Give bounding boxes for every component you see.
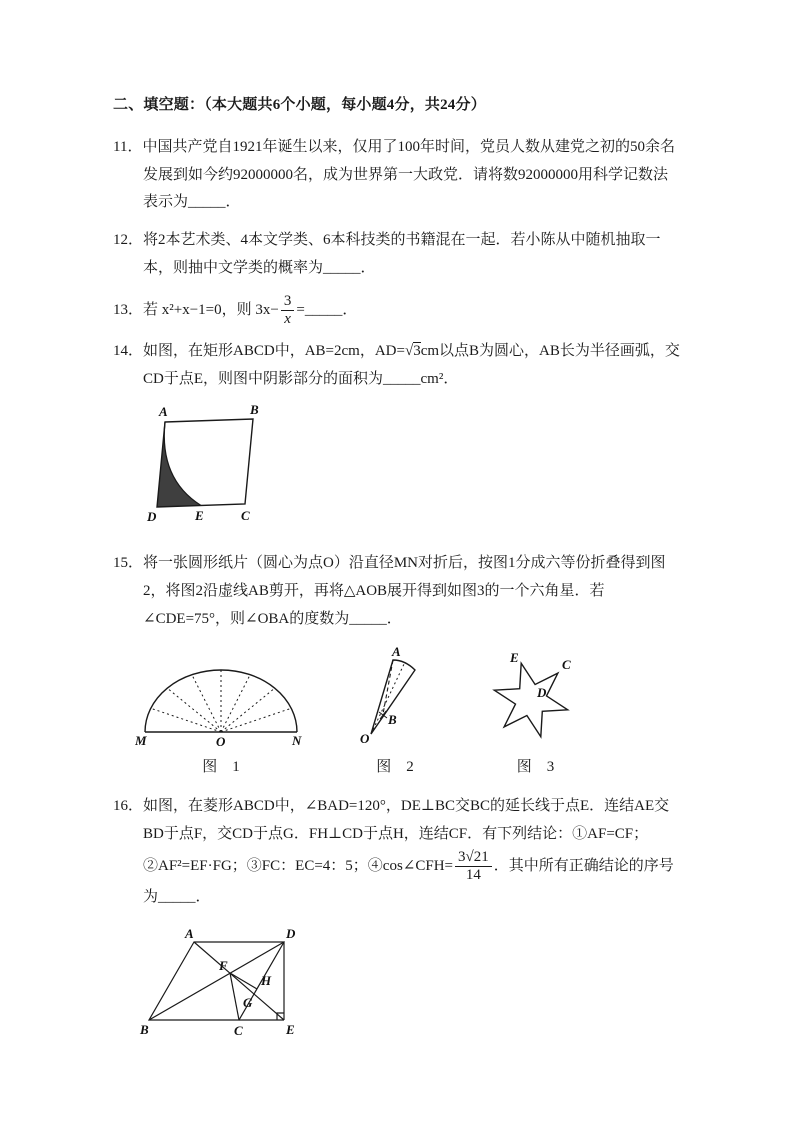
label-D: D (286, 926, 296, 941)
radical-sign: √ (404, 343, 414, 359)
question-16-number: 16． (113, 798, 144, 815)
question-14 (113, 338, 682, 394)
label-D: D (537, 684, 547, 700)
question-11-text: 中国共产党自1921年诞生以来，仅用了100年时间，党员人数从建党之初的50余名发展到如今约92000000名，成为世界第一大政党．请将数92000000用科学记数法表示为_____． (142, 138, 675, 211)
label-M: M (135, 732, 147, 748)
label-C: C (234, 1023, 243, 1038)
question-13-tail: =_____． (296, 301, 358, 318)
numerator-coefficient: 3 (457, 848, 466, 865)
question-12-text: 将2本艺术类、4本文学类、6本科技类的书籍混在一起．若小陈从中随机抽取一本，则抽中文学类的概率为_____． (143, 232, 661, 276)
question-16 (113, 793, 682, 912)
label-O: O (216, 733, 226, 748)
folded-sector-figure (359, 644, 431, 748)
segment-FH (230, 973, 257, 989)
figure-15-2 (359, 644, 431, 782)
label-A: A (159, 403, 168, 419)
question-15-text: 将一张圆形纸片（圆心为点O）沿直径MN对折后，按图1分成六等份折叠得到图2，将图2沿虚线AB剪开，再将△AOB展开得到如图3的一个六角星．若∠CDE=75°，则∠OBA的度数为_____． (143, 555, 666, 627)
fraction-denominator: x (284, 310, 291, 327)
figure-3-caption: 图 3 (516, 758, 555, 775)
label-G: G (243, 995, 253, 1010)
question-16-lead: 如图，在菱形ABCD中，∠BAD=120°，DE⊥BC交BC的延长线于点E．连结AE交BD于点F，交CD于点G．FH⊥CD于点H，连结CF．有下列结论：①AF=CF；②AF²=EF·FG；③FC：EC=4：5；④cos∠CFH= (143, 798, 670, 874)
label-E: E (195, 507, 204, 523)
semicircle-figure (135, 656, 307, 748)
figure-14-svg (143, 404, 288, 530)
star-outline (494, 663, 567, 736)
fraction-numerator: 3 (281, 293, 295, 311)
label-B: B (250, 403, 259, 417)
label-N: N (292, 732, 302, 748)
fraction-3root21-over-14 (455, 849, 492, 885)
label-F: F (219, 958, 228, 973)
label-B: B (388, 711, 397, 727)
question-14-number: 14． (113, 343, 144, 359)
section-header: 二、填空题：（本大题共6个小题，每小题4分，共24分） (113, 97, 486, 113)
label-C: C (562, 656, 571, 672)
dotted-fold-lines (151, 670, 291, 732)
question-14-tail: cm以点B为圆心，AB长为半径画弧，交CD于点E，则图中阴影部分的面积为_____cm²． (143, 343, 680, 387)
fraction-numerator (455, 849, 492, 867)
label-A: A (185, 926, 194, 941)
question-11-number: 11． (113, 138, 143, 155)
question-13 (113, 293, 682, 329)
figure-16-svg (139, 922, 301, 1038)
label-E: E (510, 649, 519, 665)
six-pointed-star-figure (483, 648, 588, 748)
figure-14-rectangle-arc (143, 404, 682, 541)
question-12 (113, 227, 682, 283)
figure-15-1 (135, 656, 307, 782)
question-16-tail: ．其中所有正确结论的序号为_____． (143, 857, 674, 906)
question-15-number: 15． (113, 555, 144, 572)
label-E: E (286, 1022, 295, 1037)
label-C: C (241, 507, 250, 523)
figure-15-3 (483, 648, 588, 782)
label-D: D (147, 508, 157, 524)
question-13-number: 13． (113, 301, 144, 318)
question-15 (113, 550, 682, 633)
question-11 (113, 134, 682, 217)
label-A: A (392, 643, 401, 659)
figure-2-caption: 图 2 (376, 758, 414, 775)
question-13-lead: 若 x²+x−1=0，则 3x− (143, 301, 279, 318)
label-H: H (261, 973, 272, 988)
fraction-3-over-x (281, 293, 295, 329)
question-12-number: 12． (113, 232, 144, 248)
question-14-lead: 如图，在矩形ABCD中，AB=2cm，AD= (143, 343, 405, 359)
figure-1-caption: 图 1 (202, 758, 240, 775)
radical-sign: √ (465, 848, 474, 865)
sqrt-3 (405, 342, 421, 359)
radicand: 3 (413, 343, 421, 359)
figure-15-row (135, 644, 682, 782)
radicand: 21 (473, 848, 489, 865)
label-B: B (140, 1022, 149, 1037)
figure-16-rhombus (139, 922, 682, 1049)
fraction-denominator: 14 (465, 867, 481, 883)
label-O: O (360, 730, 370, 746)
